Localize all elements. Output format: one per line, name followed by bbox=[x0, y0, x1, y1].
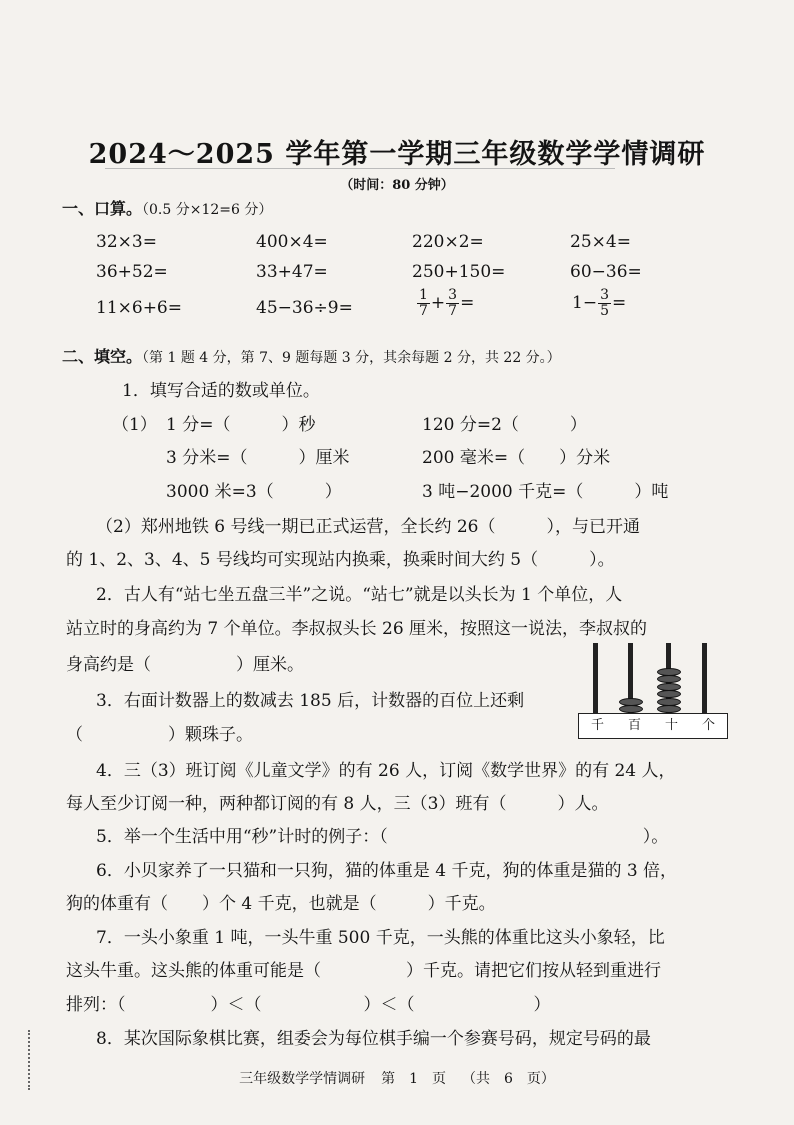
mental-3-2: 45−36÷9= bbox=[256, 298, 353, 318]
page-footer bbox=[0, 1068, 794, 1088]
q7-line3: 排列：（ ）＜（ ）＜（ ） bbox=[66, 995, 551, 1015]
fraction-three-sevenths: $\frac{3}{7}$ bbox=[448, 287, 458, 319]
mental-2-1: 36+52= bbox=[96, 262, 168, 282]
bead-tens bbox=[657, 683, 681, 691]
place-label-hundreds: 百 bbox=[627, 718, 641, 733]
q2-line3: 身高约是（ ）厘米。 bbox=[66, 655, 304, 675]
q3-line2: （ ）颗珠子。 bbox=[66, 725, 253, 745]
section2-score: （第 1 题 4 分，第 7、9 题每题 3 分，其余每题 2 分，共 22 分。） bbox=[142, 350, 561, 366]
mental-3-3: $\frac{1}{7}$ + $\frac{3}{7}$ = bbox=[419, 287, 475, 319]
q1-blank-f: 3 吨−2000 千克=（ ）吨 bbox=[422, 482, 669, 502]
place-label-thousands: 千 bbox=[590, 718, 604, 733]
place-label-tens: 十 bbox=[664, 718, 678, 733]
mental-1-2: 400×4= bbox=[256, 232, 328, 252]
bead-tens bbox=[657, 675, 681, 683]
q7-line2: 这头牛重。这头熊的体重可能是（ ）千克。请把它们按从轻到重进行 bbox=[66, 961, 661, 981]
footer-total-pages: （共 6 页） bbox=[462, 1071, 555, 1087]
rod-ones bbox=[702, 643, 707, 715]
q4-line1: 4．三（3）班订阅《儿童文学》的有 26 人，订阅《数学世界》的有 24 人， bbox=[96, 761, 676, 781]
section1-heading bbox=[62, 196, 272, 219]
q1-part2-line2: 的 1、2、3、4、5 号线均可实现站内换乘，换乘时间大约 5（ ）。 bbox=[66, 550, 615, 570]
fraction-one-seventh: $\frac{1}{7}$ bbox=[419, 287, 428, 319]
q1-blank-a: 1 分=（ ）秒 bbox=[166, 415, 316, 435]
bead-tens bbox=[657, 698, 681, 706]
q1-part1-label: （1） bbox=[112, 415, 157, 435]
bead-tens bbox=[657, 705, 681, 713]
q8-line1: 8．某次国际象棋比赛，组委会为每位棋手编一个参赛号码，规定号码的最 bbox=[96, 1029, 651, 1049]
mental-3-1: 11×6+6= bbox=[96, 298, 182, 318]
page-title: 2024～2025 学年第一学期三年级数学学情调研 bbox=[88, 139, 706, 170]
q2-line2: 站立时的身高约为 7 个单位。李叔叔头长 26 厘米，按照这一说法，李叔叔的 bbox=[66, 619, 648, 639]
q6-line2: 狗的体重有（ ）个 4 千克，也就是（ ）千克。 bbox=[66, 894, 496, 914]
fraction-three-fifths: $\frac{3}{5}$ bbox=[600, 287, 609, 319]
mental-2-3: 250+150= bbox=[412, 262, 506, 282]
counting-frame bbox=[578, 643, 728, 743]
bead-hundreds bbox=[619, 705, 643, 713]
mental-2-4: 60−36= bbox=[570, 262, 642, 282]
q5-line: 5．举一个生活中用“秒”计时的例子：（ ）。 bbox=[96, 827, 669, 847]
mental-1-3: 220×2= bbox=[412, 232, 484, 252]
q1-blank-c: 3 分米=（ ）厘米 bbox=[166, 448, 350, 468]
q1-blank-b: 120 分=2（ ） bbox=[422, 415, 587, 435]
mental-1-1: 32×3= bbox=[96, 232, 157, 252]
rod-thousands bbox=[593, 643, 598, 715]
q3-line1: 3．右面计数器上的数减去 185 后，计数器的百位上还剩 bbox=[96, 691, 525, 711]
exam-duration: （时间：80 分钟） bbox=[340, 178, 454, 193]
q1-prompt: 1．填写合适的数或单位。 bbox=[122, 381, 320, 401]
counting-frame-base bbox=[578, 713, 728, 739]
q6-line1: 6．小贝家养了一只猫和一只狗，猫的体重是 4 千克，狗的体重是猫的 3 倍， bbox=[96, 861, 678, 881]
q1-blank-d: 200 毫米=（ ）分米 bbox=[422, 448, 611, 468]
q1-blank-e: 3000 米=3（ ） bbox=[166, 482, 342, 502]
bead-hundreds bbox=[619, 698, 643, 706]
mental-1-4: 25×4= bbox=[570, 232, 631, 252]
section2-title: 二、填空。 bbox=[62, 347, 143, 366]
bead-tens bbox=[657, 690, 681, 698]
bead-tens bbox=[657, 668, 681, 676]
footer-page-number: 第 1 页 bbox=[381, 1071, 446, 1087]
place-label-ones: 个 bbox=[701, 718, 715, 733]
section1-title: 一、口算。 bbox=[62, 199, 143, 218]
q7-line1: 7．一头小象重 1 吨，一头牛重 500 千克，一头熊的体重比这头小象轻，比 bbox=[96, 928, 665, 948]
q4-line2: 每人至少订阅一种，两种都订阅的有 8 人，三（3）班有（ ）人。 bbox=[66, 794, 609, 814]
section1-score: （0.5 分×12=6 分） bbox=[142, 202, 273, 218]
mental-3-4: 1− $\frac{3}{5}$ = bbox=[572, 287, 627, 319]
section2-heading bbox=[62, 344, 561, 367]
mental-2-2: 33+47= bbox=[256, 262, 328, 282]
footer-exam-name: 三年级数学学情调研 bbox=[239, 1071, 366, 1087]
q1-part2-line1: （2）郑州地铁 6 号线一期已正式运营，全长约 26（ ），与已开通 bbox=[96, 517, 640, 537]
q2-line1: 2．古人有“站七坐五盘三半”之说。“站七”就是以头长为 1 个单位，人 bbox=[96, 585, 623, 605]
